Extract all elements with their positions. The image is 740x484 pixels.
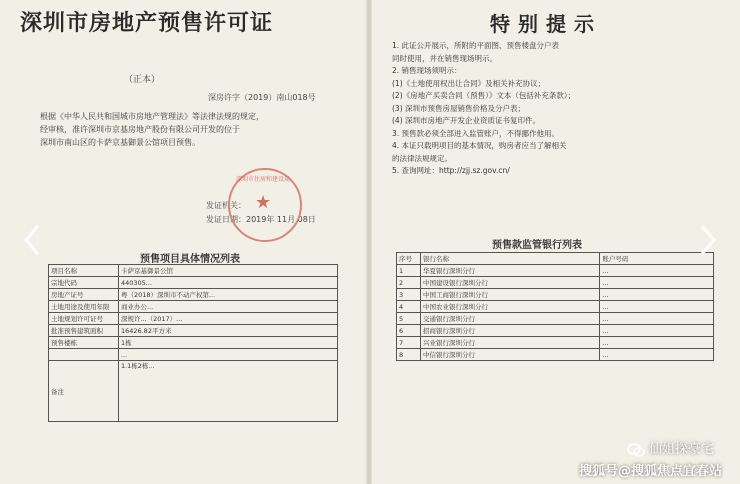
table-row: 土地规划许可证号 深规许...（2017）... [49, 313, 338, 325]
table-row: 3 中国工商银行深圳分行 ... [397, 289, 714, 301]
body-line: 经审核，准许深圳市京基房地产股份有限公司开发的位于 [40, 125, 240, 134]
note-line: 1. 此证公开展示，所附的平面图、预售楼盘分户表 [392, 41, 560, 50]
wechat-icon [627, 443, 645, 457]
note-line: 的法律法规规定。 [392, 153, 452, 163]
table-row: 7 兴业银行深圳分行 ... [397, 337, 714, 349]
copy-label: （正本） [124, 75, 161, 85]
note-line: 5. 查询网址：http://zjj.sz.gov.cn/ [392, 166, 510, 175]
table-row: 5 交通银行深圳分行 ... [397, 313, 714, 325]
project-table [48, 264, 338, 422]
body-line: 根据《中华人民共和国城市房地产管理法》等法律法规的规定， [40, 112, 264, 121]
official-seal [228, 168, 302, 242]
body-text [40, 110, 264, 149]
special-notes [392, 40, 722, 178]
body-line: 深圳市南山区的卡萨京基御景公馆项目预售。 [40, 138, 200, 147]
table-row: 1 华夏银行深圳分行 ... [397, 265, 714, 277]
project-table-title: 预售项目具体情况列表 [140, 254, 240, 265]
note-line: (2)《房地产买卖合同（预售）》文本（包括补充条款）； [392, 91, 576, 100]
table-row: 房地产证号 粤（2018）深圳市不动产权第... [49, 289, 338, 301]
table-row: 6 招商银行深圳分行 ... [397, 325, 714, 337]
issue-date: 发证日期：2019年 11月 08日 [206, 215, 316, 224]
bank-table [396, 252, 714, 361]
watermark-source: 搜狐号@搜狐焦点宜春站 [578, 464, 722, 479]
note-line: 2. 销售现场须明示： [392, 66, 462, 75]
star-icon: ★ [255, 192, 272, 213]
license-number: 深房许字（2019）南山018号 [208, 93, 316, 102]
left-page [0, 0, 366, 484]
table-row: 8 中信银行深圳分行 ... [397, 349, 714, 361]
table-row: 项目名称 卡萨京基御景公馆 [49, 265, 338, 277]
next-arrow-icon[interactable] [696, 222, 720, 258]
table-row: 批准预售建筑面积 16426.82平方米 [49, 325, 338, 337]
table-row: 2 中国建设银行深圳分行 ... [397, 277, 714, 289]
note-line: (4) 深圳市房地产开发企业资质证书复印件。 [392, 116, 541, 125]
watermark-author [627, 438, 714, 457]
table-row: 宗地代码 440305... [49, 277, 338, 289]
right-page [372, 0, 740, 484]
seal-text: 深圳市住房和建设局 [236, 176, 291, 183]
right-title: 特别提示 [490, 12, 602, 36]
note-line: (3) 深圳市预售房屋销售价格及分户表； [392, 103, 526, 113]
note-line: (1)《土地使用权出让合同》及相关补充协议； [392, 78, 546, 88]
previous-arrow-icon[interactable] [20, 222, 44, 258]
table-row: 备注 1.1栋2栋... [49, 361, 338, 422]
left-title: 深圳市房地产预售许可证 [20, 10, 274, 36]
table-header-row: 序号 银行名称 账户号码 [397, 253, 714, 265]
watermark-author-text: 仙姐探豪宅 [648, 442, 714, 457]
issuer-label: 发证机关： [206, 201, 246, 210]
bank-table-title: 预售款监管银行列表 [492, 240, 582, 251]
note-line: 3. 预售款必须全部进入监管账户，不得挪作他用。 [392, 128, 560, 138]
note-line: 4. 本证只载明项目的基本情况，购房者应当了解相关 [392, 141, 567, 150]
table-row: ... [49, 349, 338, 361]
table-row: 4 中国农业银行深圳分行 ... [397, 301, 714, 313]
table-row: 预售楼栋 1栋 [49, 337, 338, 349]
note-line: 同时使用，并在销售现场明示。 [392, 53, 497, 63]
table-row: 土地用途及使用年限 商业办公... [49, 301, 338, 313]
